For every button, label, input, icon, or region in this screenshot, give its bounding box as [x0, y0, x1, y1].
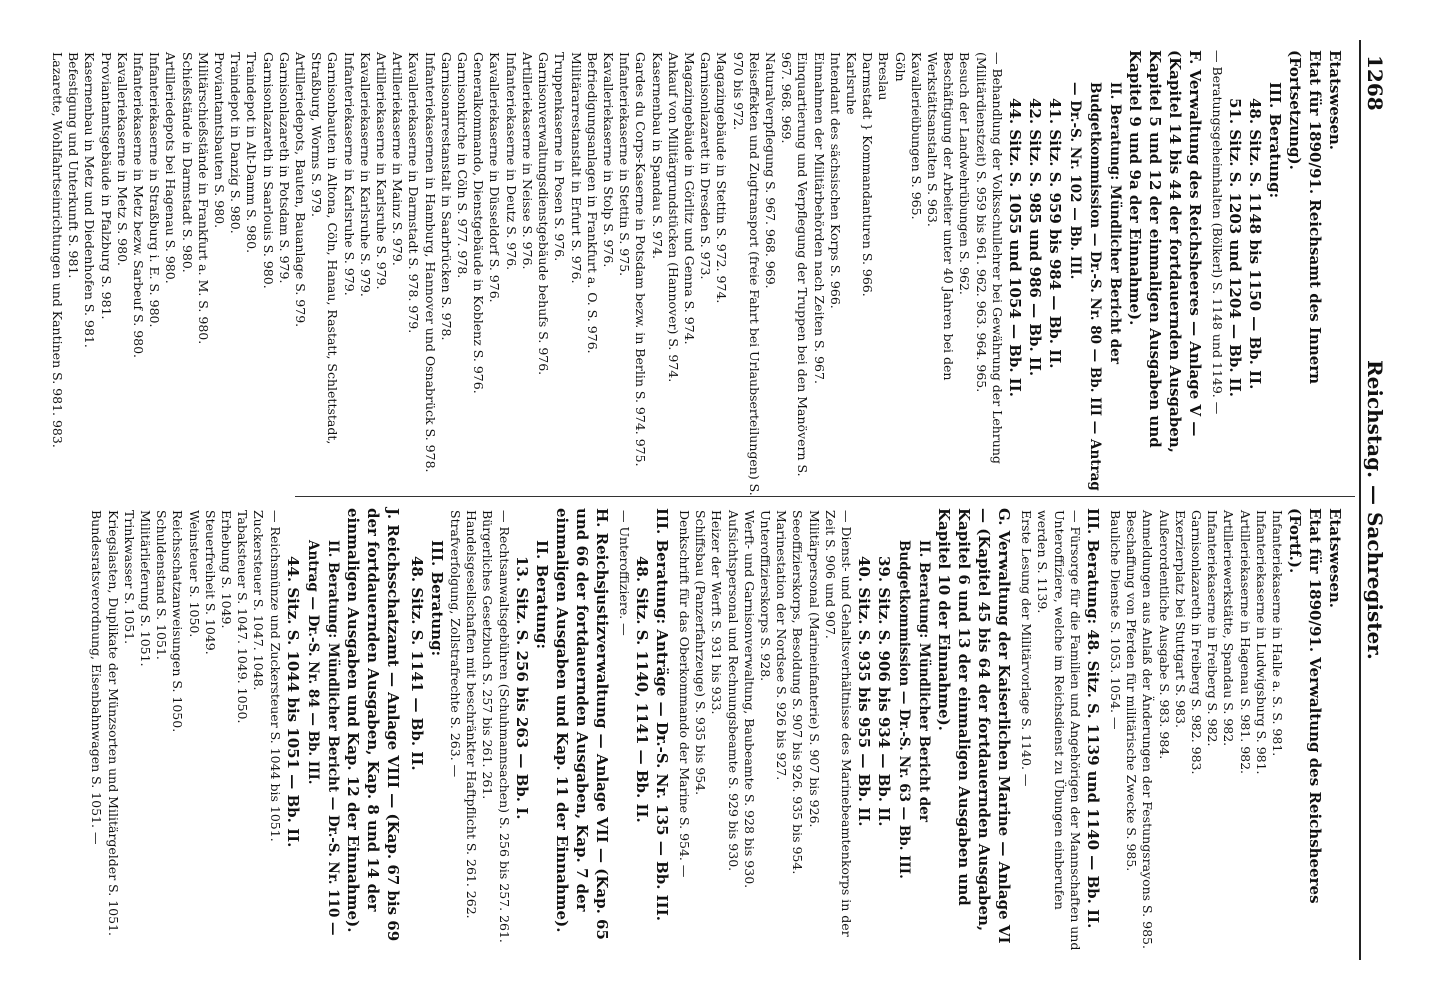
index-entry: Anmeldungen aus Anlaß der Änderungen der Festungsrayons S. 985.: [1140, 510, 1156, 949]
index-entry: Infanteriekaserne in Halle a. S. S. 981.: [1270, 510, 1285, 757]
page-number: 1268: [1363, 55, 1387, 111]
index-entry: Garnisonlazareth in Potsdam S. 979.: [276, 52, 292, 284]
heading-g: G. Verwaltung der Kaiserlichen Marine — Anlage VI — (Kapitel 45 bis 64 der fortdauernden Ausgaben, Kapitel 6 und 13 der einmaligen Ausgaben und Kapitel 10 der Einnahme).: [934, 508, 1013, 944]
index-entry: Artilleriekaserne in Karlsruhe S. 979.: [374, 52, 390, 290]
index-entry: Artilleriekaserne in Mainz S. 979.: [390, 52, 406, 266]
left-item-list: [49, 50, 1005, 500]
index-entry: Kriegslasten, Duplikate der Münzsorten und Militärgelder S. 1051.: [105, 510, 121, 937]
index-entry: Proviantamtsgebäude in Pfalzburg S. 981.: [98, 52, 114, 320]
index-entry: Traindepot in Danzig S. 980.: [228, 52, 244, 234]
session-list-g-iii: [632, 508, 652, 958]
index-entry: Bürgerliches Gesetzbuch S. 257 bis 261. 261.: [480, 510, 496, 800]
index-entry: Gardes du Corps-Kaserne in Potsdam bezw. in Berlin S. 974. 975.: [633, 52, 649, 467]
index-entry: Bundesratsverordnung, Eisenbahnwagen S. 1051. —: [89, 510, 105, 845]
right-item-list-top: [1107, 508, 1285, 958]
index-entry: Infanteriekaserne in Freiberg S. 982.: [1205, 510, 1221, 747]
index-entry: Infanteriekaserne in Ludwigsburg S. 981.: [1253, 510, 1269, 775]
index-entry: Artilleriedepots, Bauten, Bauanlage S. 979.: [293, 52, 309, 328]
index-entry: Artilleriedepots bei Hagenau S. 980.: [163, 52, 179, 284]
index-entry: Militärpersonal (Marineinfanterie) S. 907 bis 926.: [806, 510, 822, 828]
index-entry: Garnisonlazareth in Freiberg S. 982. 983.: [1188, 510, 1204, 775]
index-entry: Kasernenbau in Spandau S. 974.: [649, 52, 665, 260]
index-entry: Werft- und Garnisonverwaltung, Baubeamte S. 928 bis 930.: [741, 510, 757, 889]
index-entry: Marinestation der Nordsee S. 926 bis 927.: [774, 510, 790, 781]
index-entry: Beschäftigung der Arbeiter unter 40 Jahren bei den Werkstättsanstalten S. 963.: [924, 52, 957, 381]
index-entry: Unteroffizierskorps S. 928.: [757, 510, 773, 682]
session-list-h-iii: [407, 508, 427, 958]
left-column: [49, 50, 1349, 500]
index-entry: Exerzierplatz bei Stuttgart S. 983.: [1172, 510, 1188, 728]
index-entry: — Dienst- und Gehaltsverhältnisse des Marinebeamtenkorps in der Zeit S. 906 und 907.: [822, 510, 854, 937]
heading-h: H. Reichsjustizverwaltung — Anlage VII — (Kap. 65 und 66 der fortdauernden Ausgaben, Kap. 7 der einmaligen Ausgaben und Kap. 11 der Einnahme).: [552, 508, 611, 940]
index-entry: Artilleriekaserne in Hagenau S. 981. 982.: [1237, 510, 1253, 775]
index-entry: Kavalleriekaserne in Karlsruhe S. 979.: [357, 52, 373, 297]
right-item-list-iii: [1018, 508, 1083, 958]
beratung-j: II. Beratung: Mündlicher Bericht — Dr.-S. Nr. 110 — Antrag — Dr.-S. Nr. 84 — Bb. III.: [304, 540, 341, 936]
session-list-j: [283, 508, 303, 958]
beratung-label: III. Beratung:: [1266, 82, 1284, 199]
index-entry: Außerordentliche Ausgabe S. 983. 984.: [1156, 510, 1172, 760]
index-entry: Garnisonbauten in Altona, Cöln, Hanau, Rastatt, Schlettstadt, Straßburg, Worms S. 979.: [309, 52, 341, 445]
index-entry: Generalkommando, Dienstgebäude in Koblenz S. 976.: [471, 52, 487, 394]
heading-j: J. Reichsschatzamt — Anlage VIII — (Kap. 67 bis 69 der fortdauernden Ausgaben, Kap. 8 und 14 der einmaligen Ausgaben und Kap. 12 der Einnahme).: [343, 508, 402, 942]
index-entry: Militärlieferung S. 1051.: [138, 510, 154, 667]
index-entry: Garnisonlazareth in Saarlouis S. 980.: [260, 52, 276, 289]
index-entry: — Fürsorge für die Familien und Angehörigen der Mannschaften und Unteroffiziere, welche im Reichsdienst zu Übungen einberufen werden S. 1139.: [1035, 510, 1083, 951]
index-entry: Heizer der Werft S. 931 bis 933.: [709, 510, 725, 715]
index-entry: Kavalleriekaserne in Metz S. 980.: [114, 52, 130, 267]
subsection-title: Etat für 1890/91. Verwaltung des Reichsheeres (Fortf.).: [1286, 508, 1324, 904]
index-entry: Infanteriekaserne in Straßburg i. E. S. 980.: [147, 52, 163, 328]
index-entry: Truppenkaserne in Posen S. 976.: [552, 52, 568, 262]
index-entry: Befriedigungsanlagen in Frankfurt a. O. S. 976.: [584, 52, 600, 354]
index-entry: Seeoffizierskorps, Besoldung S. 907 bis 926. 935 bis 954.: [790, 510, 806, 875]
header-rule: [1359, 40, 1361, 960]
index-entry: — Reichsmünze und Zuckersteuer S. 1044 bis 1051.: [267, 510, 283, 842]
index-entry: Befestigung und Unterkunft S. 981.: [66, 52, 82, 279]
index-entry: Militärschießstände in Frankfurt a. M. S. 980.: [195, 52, 211, 345]
index-entry: Schießstände in Darmstadt S. 980.: [179, 52, 195, 273]
index-entry: Kavalleriekaserne in Darmstadt S. 978. 979.: [406, 52, 422, 334]
index-entry: Garnisonlazarett in Dresden S. 973.: [698, 52, 714, 280]
session-line: 41. Sitz. S. 959 bis 984 — Bb. II.: [1045, 98, 1064, 369]
session-line: 44. Sitz. S. 1055 und 1054 — Bb. II.: [1005, 98, 1024, 398]
index-entry: Einquartierung und Verpflegung der Truppen bei den Manövern S. 967. 968. 969.: [779, 52, 811, 477]
session-line: 44. Sitz. S. 1044 bis 1051 — Bb. II.: [283, 556, 302, 848]
index-entry: Tabaksteuer S. 1047. 1049. 1050.: [235, 510, 251, 724]
index-entry: — Rechtsanwaltsgebühren (Schuhmannsachen) S. 256 bis 257. 261.: [496, 510, 512, 943]
session-line: 42. Sitz. S. 985 und 986 — Bb. II.: [1025, 98, 1044, 377]
index-entry: Traindepot in Alt-Damm S. 980.: [244, 52, 260, 254]
index-entry: Garnisonverwaltungsdienstgebäude behufs S. 976.: [536, 52, 552, 376]
session-list-h: [512, 508, 532, 958]
index-entry: Einnahmen der Militärbehörden nach Zeiten S. 967.: [811, 52, 827, 384]
note-line: — Beratungsgeheimhalten (Bölkerl) S. 1148 und 1149. —: [1210, 50, 1225, 415]
running-title: Reichstag. — Sachregister.: [1363, 360, 1387, 660]
index-entry: Lazarette, Wohlfahrtseinrichtungen und Kantinen S. 981. 983.: [50, 52, 66, 448]
index-entry: Infanteriekaserne in Deutz S. 976.: [503, 52, 519, 271]
session-line: 13. Sitz. S. 256 bis 263 — Bb. I.: [512, 556, 531, 820]
right-column: [88, 508, 1349, 958]
index-entry: Naturalverpflegung S. 967. 968. 969.: [762, 52, 778, 289]
index-entry: Weinsteuer S. 1050.: [186, 510, 202, 638]
index-entry: Garnisonarrestanstalt in Saarbrücken S. 978.: [438, 52, 454, 341]
session-line: 51. Sitz. S. 1203 und 1204 — Bb. II.: [1226, 98, 1244, 398]
index-entry: Beschaffung von Pferden für militärische Zwecke S. 985.: [1124, 510, 1140, 872]
index-entry: Reichsschatzanweisungen S. 1050.: [170, 510, 186, 733]
session-line: 40. Sitz. S. 935 bis 955 — Bb. II.: [854, 556, 873, 827]
section-title: Etatswesen.: [1326, 50, 1344, 151]
beratung-h: II. Beratung:: [532, 540, 551, 650]
index-entry: Erhebung S. 1049.: [219, 510, 235, 629]
index-entry: Denkschrift für das Oberkommando der Marine S. 954. —: [676, 510, 692, 878]
index-entry: Bauliche Dienste S. 1053. 1054. —: [1107, 510, 1123, 730]
index-entry: Erste Lesung der Militärvorlage S. 1140. —: [1019, 510, 1035, 787]
index-entry: Kasernenbau in Metz und Diedenhofen S. 981.: [82, 52, 98, 348]
session-line: 48. Sitz. S. 1148 bis 1150 — Bb. II.: [1246, 98, 1264, 390]
index-entry: Ankauf von Militärgrundstücken (Hannover) S. 974.: [665, 52, 681, 383]
session-line: 48. Sitz. S. 1140, 1141 — Bb. II.: [632, 556, 651, 823]
index-entry: Intendant des sächsischen Korps S. 966.: [827, 52, 843, 309]
heading-f: F. Verwaltung des Reichsheeres — Anlage V — (Kapitel 14 bis 44 der fortdauernden Ausgaben, Kapitel 5 und 12 der einmaligen Ausgaben und Kapitel 9 und 9a der Einnahme).: [1125, 50, 1204, 453]
index-entry: Karlsruhe: [843, 52, 859, 115]
right-item-list-j: [88, 508, 282, 958]
session-line: 39. Sitz. S. 906 bis 934 — Bb. II.: [874, 556, 893, 827]
index-entry: Magazingebäude in Stettin S. 972. 974.: [714, 52, 730, 304]
index-entry: Kavallerieübungen S. 965.: [908, 52, 924, 220]
index-entry: Kavalleriekaserne in Stolp S. 976.: [600, 52, 616, 268]
index-entry: Handelsgesellschaften mit beschränkter Haftpflicht S. 261. 262.: [464, 510, 480, 919]
index-entry: Zuckersteuer S. 1047. 1048.: [251, 510, 267, 691]
heading-g-iii: III. Beratung: Anträge — Dr.-S. Nr. 135 — Bb. III.: [652, 508, 671, 921]
right-item-list-g: [676, 508, 854, 958]
section-title: Etatswesen.: [1326, 508, 1344, 609]
heading-iii: III. Beratung: 48. Sitz. S. 1139 und 1140 — Bb. II.: [1083, 508, 1102, 929]
beratung-ii: II. Beratung: Mündlicher Bericht der Budgetkommission — Dr.-S. Nr. 80 — Bb. III — Antrag — Dr.-S. Nr. 102 — Bb. III.: [1066, 82, 1123, 491]
subsection-title: Etat für 1890/91. Reichsamt des Innern (Fortsetzung).: [1286, 50, 1324, 385]
index-entry: Infanteriekaserne in Stettin S. 975.: [617, 52, 633, 277]
index-entry: Infanteriekasernen in Hamburg, Hannover und Osnabrück S. 978.: [422, 52, 438, 473]
index-entry: Artilleriewerkstätte, Spandau S. 982.: [1221, 510, 1237, 747]
index-entry: Göln: [892, 52, 908, 82]
session-line: 48. Sitz. S. 1141 — Bb. II.: [407, 556, 426, 771]
index-entry: — Unteroffiziere. —: [616, 510, 632, 636]
index-entry: Strafverfolgung, Zollstrafrechte S. 263. —: [447, 510, 463, 778]
beratung-g: II. Beratung: Mündlicher Bericht der Budgetkommission — Dr.-S. Nr. 63 — Bb. III.: [895, 540, 932, 879]
right-item-list-g-iii: [616, 508, 632, 958]
index-entry: Proviantamtsbauten S. 980.: [212, 52, 228, 229]
index-entry: Breslau: [876, 52, 892, 101]
index-entry: Artilleriekaserne in Neisse S. 976.: [519, 52, 535, 270]
index-entry: Magazingebäude in Görlitz und Genna S. 974.: [681, 52, 697, 345]
index-entry: Kavalleriekaserne in Düsseldorf S. 976.: [487, 52, 503, 303]
index-entry: Militärarrestanstalt in Erfurt S. 976.: [568, 52, 584, 284]
right-item-list-h: [447, 508, 512, 958]
index-entry: Reiseffekten und Zugtransport (freie Fahrt bei Urlaubserteilungen) S. 970 bis 972.: [730, 52, 762, 496]
index-entry: Besuch der Landwehrübungen S. 962.: [957, 52, 973, 295]
index-entry: Trinkwasser S. 1051.: [121, 510, 137, 645]
index-entry: — Behandlung der Volksschullehrer bei Gewährung der Lehrung (Militärdienstzeit) S. 959 bis 961. 962. 963. 964. 965.: [973, 52, 1005, 464]
index-entry: Schiffsbau (Panzerfahrzeuge) S. 935 bis 954.: [693, 510, 709, 796]
index-entry: Steuerfreiheit S. 1049.: [202, 510, 218, 655]
index-entry: Darmstadt } Kommandanturen S. 966.: [860, 52, 876, 297]
session-list-g: [854, 508, 894, 958]
index-entry: Infanteriekaserne in Karlsruhe S. 979.: [341, 52, 357, 296]
index-entry: Schuldenstand S. 1051.: [154, 510, 170, 660]
index-entry: Infanteriekaserne in Metz bezw. Sarbeuf S. 980.: [131, 52, 147, 359]
beratung-h-iii: III. Beratung:: [427, 540, 446, 657]
index-entry: Aufsichtspersonal und Rechnungsbeamte S. 929 bis 930.: [725, 510, 741, 872]
index-entry: Garnisonkirche in Cöln S. 977. 978.: [455, 52, 471, 279]
